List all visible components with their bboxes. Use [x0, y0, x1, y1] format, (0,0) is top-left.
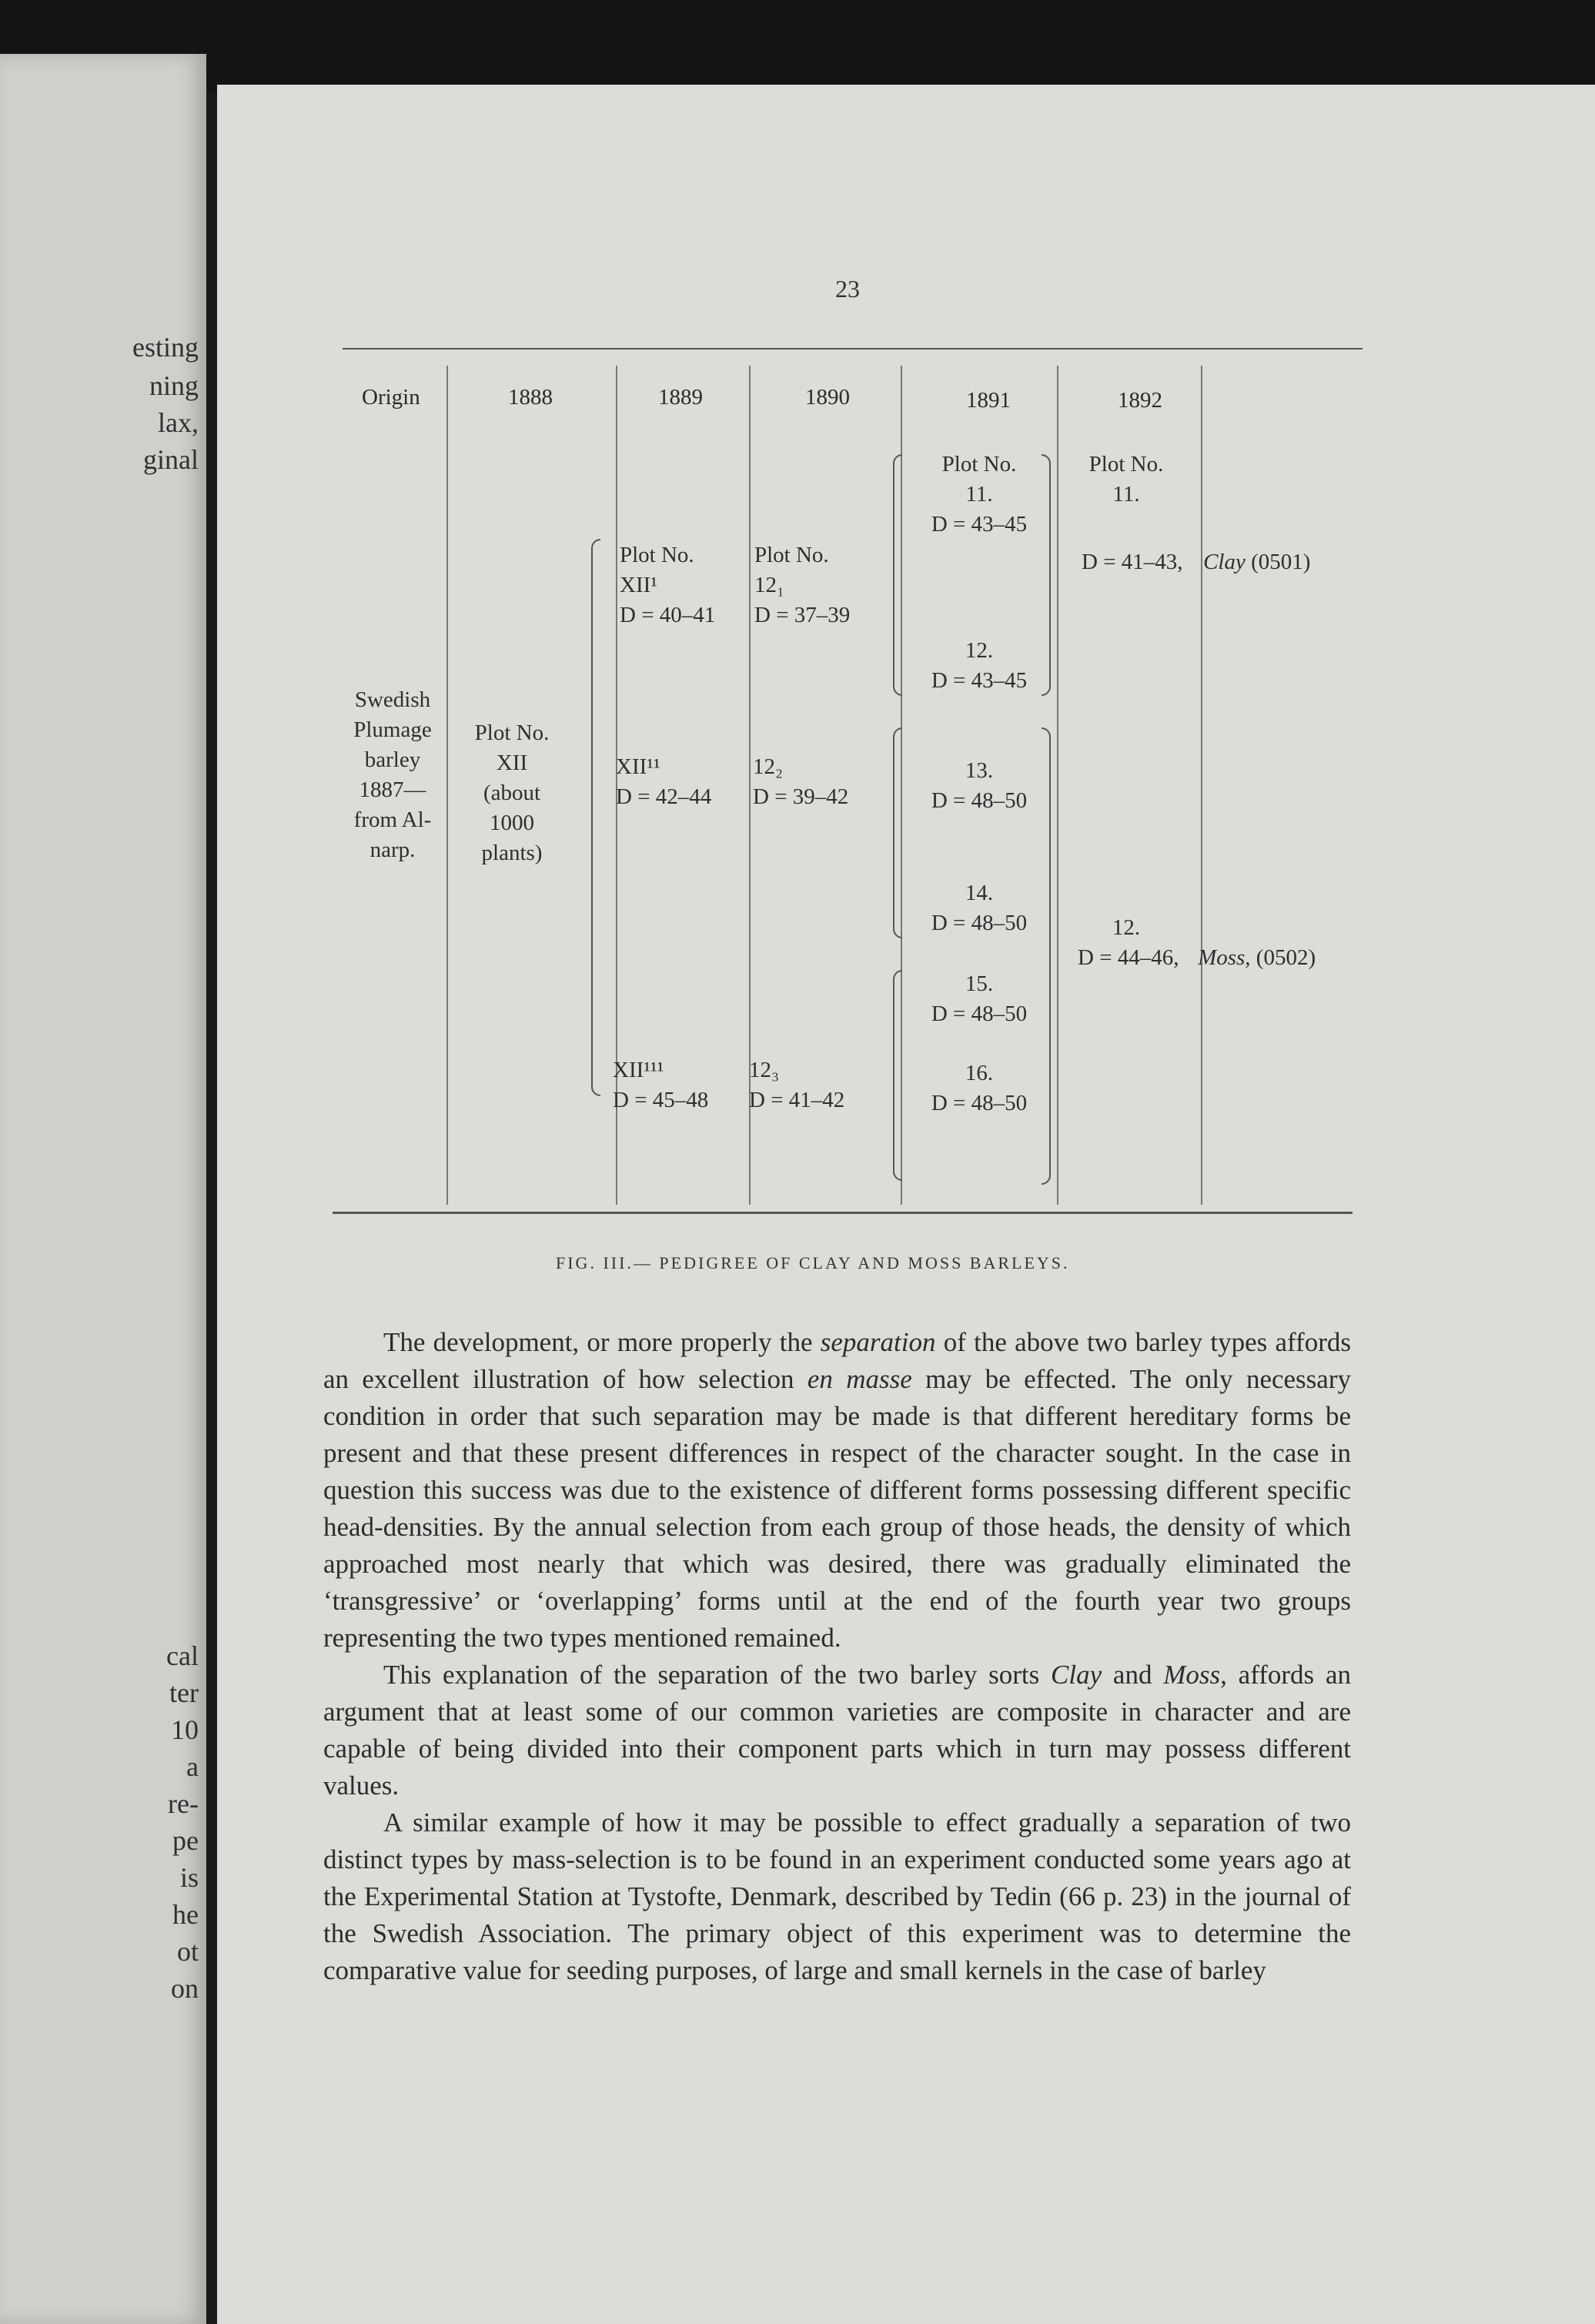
plot-1889-a: Plot No. XII¹ D = 40–41 [620, 543, 716, 627]
left-page-fragment: ot [176, 1936, 199, 1967]
left-page-fragment: is [179, 1862, 199, 1893]
left-page-fragment: a [186, 1751, 199, 1782]
plot-1890-c: 12₃ D = 41–42 [749, 1058, 845, 1112]
header-1892: 1892 [1118, 388, 1162, 413]
paragraph-1: The development, or more properly the separation of the above two barley types affords an excellent illustration of how selection en masse may be effected. The only necessary condition in order that such separation may be made is that different hereditary forms be present and that these present differences in respect of the character sought. In the case in question this success was due to the existence of different forms possessing different specific head-densities. By the annual selection from each group of those heads, the density of which approached most nearly that which was desired, there was gradually eliminated the ‘transgressive’ or ‘overlapping’ forms until at the end of the fourth year two groups representing the two types mentioned remained. [323, 1327, 1351, 1653]
col-line-5 [1057, 366, 1058, 1205]
paragraph-2: This explanation of the separation of the two barley sorts Clay and Moss, affords an argument that at least some of our common varieties are composite in character and are capable of being divided into their component parts which in turn may possess different values. [323, 1660, 1351, 1801]
body-text [323, 1324, 1351, 1989]
left-page-fragment: he [172, 1899, 199, 1930]
plot-1888-cell: Plot No. XII (about 1000 plants) [474, 721, 550, 865]
left-page-fragment: ginal [143, 444, 199, 475]
table-top-rule [343, 348, 1363, 349]
plot-1891-14: 14. D = 48–50 [931, 881, 1028, 935]
plot-1891-12: 12. D = 43–45 [931, 638, 1028, 693]
plot-1889-c: XII¹¹¹ D = 45–48 [613, 1058, 709, 1112]
scan-border [0, 0, 1595, 92]
left-page-fragment: re- [168, 1788, 199, 1819]
plot-1892-11-density: D = 41–43, Clay (0501) [1082, 550, 1311, 574]
col-line-1 [446, 366, 448, 1205]
page-number: 23 [835, 275, 860, 303]
left-page-fragment: cal [166, 1640, 199, 1671]
header-origin: Origin [362, 385, 420, 410]
table-bottom-rule [333, 1212, 1353, 1214]
brace-1888 [591, 539, 600, 1096]
origin-cell: Swedish Plumage barley 1887— from Al- narp. [353, 687, 432, 862]
header-1891: 1891 [966, 388, 1011, 413]
left-page [0, 54, 206, 2324]
left-page-fragment: lax, [158, 407, 199, 438]
plot-1889-b: XII¹¹ D = 42–44 [616, 754, 712, 809]
col-line-6 [1201, 366, 1202, 1205]
plot-1892-12-density: D = 44–46, Moss, (0502) [1078, 945, 1316, 970]
plot-1891-13: 13. D = 48–50 [931, 758, 1028, 813]
plot-1891-16: 16. D = 48–50 [931, 1061, 1028, 1115]
paragraph-3: A similar example of how it may be possible to effect gradually a separation of two distinct types by mass-selection is to be found in an experiment conducted some years ago at the Experimental Station at Tystofte, Denmark, described by Tedin (66 p. 23) in the journal of the Swedish Association. The primary object of this experiment was to determine the comparative value for seeding purposes, of large and small kernels in the case of barley [323, 1807, 1351, 1985]
plot-1892-11-head: Plot No. 11. [1088, 452, 1164, 507]
variety-moss: Moss, [1198, 945, 1251, 970]
left-page-fragment: 10 [171, 1714, 199, 1745]
left-page-fragment: on [171, 1973, 199, 2004]
header-1889: 1889 [658, 385, 703, 410]
brace-1891-a [893, 454, 902, 696]
header-1890: 1890 [805, 385, 850, 410]
brace-1891-b [893, 727, 902, 938]
plot-1890-b: 12₂ D = 39–42 [753, 754, 849, 809]
variety-clay: Clay [1203, 550, 1246, 574]
brace-1891-c [893, 970, 902, 1181]
plot-1892-12-head: 12. [1112, 915, 1141, 940]
left-page-fragment: ning [149, 370, 199, 401]
left-page-fragment: pe [172, 1825, 199, 1856]
plot-1891-15: 15. D = 48–50 [931, 971, 1028, 1026]
left-page-fragment: esting [132, 332, 199, 363]
header-1888: 1888 [508, 385, 553, 410]
left-page-fragment: ter [169, 1677, 199, 1708]
figure-caption: FIG. III.— PEDIGREE OF CLAY AND MOSS BARLEYS. [556, 1253, 1070, 1272]
plot-1890-a: Plot No. 12₁ D = 37–39 [754, 543, 851, 627]
plot-1891-11: Plot No. 11. D = 43–45 [931, 452, 1028, 537]
